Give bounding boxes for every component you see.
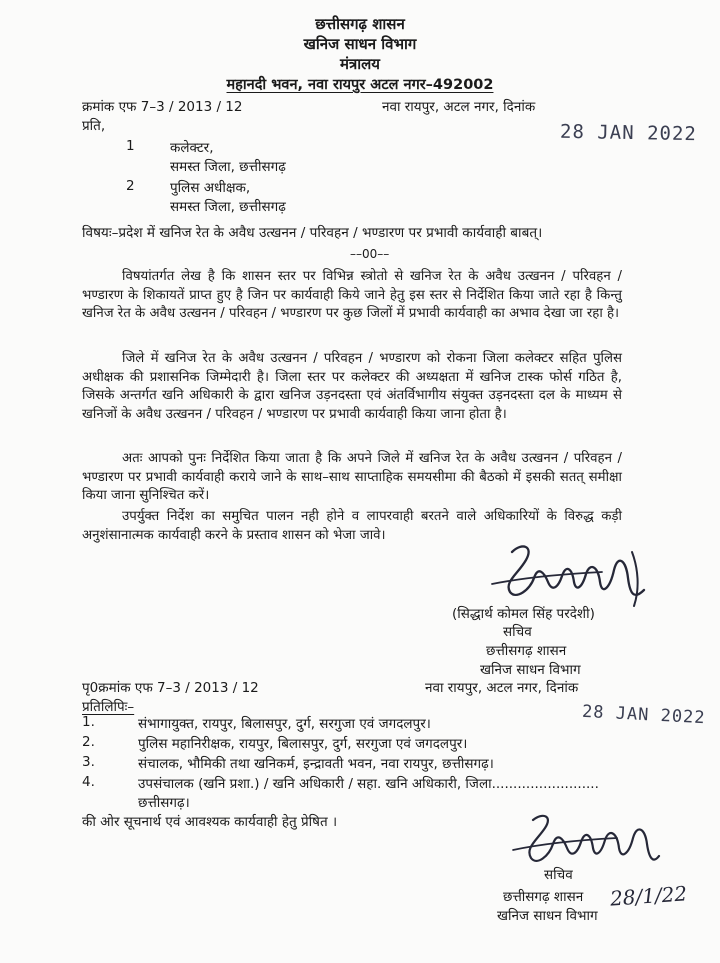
copy-item-1: संभागायुक्त, रायपुर, बिलासपुर, दुर्ग, सरगुजा एवं जगदलपुर। (138, 716, 431, 732)
paragraph-2: जिले में खनिज रेत के अवैध उत्खनन / परिवहन / भण्डारण को रोकना जिला कलेक्टर सहित पुलिस अधीक्षक की प्रशासनिक जिम्मेदारी है। जिला स्तर पर कलेक्टर की अध्यक्षता में खनिज टास्क फोर्स गठित है, जिसके अन्तर्गत खनि अधिकारी के द्वारा खनिज उड़नदस्ता एवं अंतर्विभागीय संयुक्त उड़नदस्ता दल के माध्यम से खनिजों के अवैध उत्खनन / परिवहन / भण्डारण पर प्रभावी कार्यवाही किया जाना होता है। (82, 351, 622, 422)
reference-number: क्रमांक एफ 7–3 / 2013 / 12 (82, 99, 243, 115)
recipient-2-location: समस्त जिला, छत्तीसगढ़ (170, 199, 286, 215)
recipient-number-1: 1 (126, 138, 135, 154)
header-ministry: मंत्रालय (339, 55, 380, 73)
header-department: खनिज साधन विभाग (303, 35, 417, 53)
signature-secretary (482, 538, 657, 610)
signatory-name: (सिद्धार्थ कोमल सिंह परदेशी) (452, 606, 595, 622)
recipient-1-title: कलेक्टर, (170, 140, 214, 156)
endorsement-closing: की ओर सूचनार्थ एवं आवश्यक कार्यवाही हेतु प्रेषित । (82, 814, 338, 830)
signature-endorsement (505, 808, 665, 874)
recipient-1-location: समस्त जिला, छत्तीसगढ़ (170, 159, 286, 175)
copy-item-2: पुलिस महानिरीक्षक, रायपुर, बिलासपुर, दुर्ग, सरगुजा एवं जगदलपुर। (138, 736, 468, 752)
place-date-label: नवा रायपुर, अटल नगर, दिनांक (382, 99, 536, 115)
copy-item-3-number: 3. (82, 754, 95, 770)
recipient-number-2: 2 (126, 178, 135, 194)
recipient-2-title: पुलिस अधीक्षक, (170, 180, 251, 196)
handwritten-date: 28/1/22 (609, 881, 688, 911)
endorsement-designation: सचिव (544, 867, 573, 883)
separator: ––00–– (350, 247, 390, 261)
copy-to-label: प्रतिलिपिः– (82, 699, 135, 715)
paragraph-1: विषयांतर्गत लेख है कि शासन स्तर पर विभिन्न स्त्रोतो से खनिज रेत के अवैध उत्खनन / परिवहन / भण्डारण के शिकायतें प्राप्त हुए है जिन पर कार्यवाही किये जाने हेतु इस स्तर से निर्देशित किया जाते रहा है किन्तु खनिज रेत के अवैध उत्खनन / परिवहन / भण्डारण पर कुछ जिलों में प्रभावी कार्यवाही का अभाव देखा जा रहा है। (82, 269, 622, 322)
endorsement-dept-1: छत्तीसगढ़ शासन (503, 889, 584, 905)
signatory-dept-2: खनिज साधन विभाग (480, 662, 581, 678)
copy-item-1-number: 1. (82, 714, 95, 730)
copy-item-4-number: 4. (82, 774, 95, 790)
copy-item-4: उपसंचालक (खनि प्रशा.) / खनि अधिकारी / सहा. खनि अधिकारी, जिला......................... (138, 776, 599, 792)
subject-line: विषयः–प्रदेश में खनिज रेत के अवैध उत्खनन / परिवहन / भण्डारण पर प्रभावी कार्यवाही बाबत्। (82, 225, 543, 241)
signatory-dept-1: छत्तीसगढ़ शासन (486, 643, 567, 659)
header-address: महानदी भवन, नवा रायपुर अटल नगर–492002 (226, 77, 494, 93)
endorsement-place-date: नवा रायपुर, अटल नगर, दिनांक (425, 680, 579, 696)
header-govt: छत्तीसगढ़ शासन (315, 15, 405, 33)
to-label: प्रति, (82, 118, 106, 134)
copy-item-4-state: छत्तीसगढ़। (138, 795, 190, 811)
copy-item-3: संचालक, भौमिकी तथा खनिकर्म, इन्द्रावती भवन, नवा रायपुर, छत्तीसगढ़। (138, 756, 494, 772)
signatory-designation: सचिव (503, 624, 532, 640)
endorsement-number: पृ0क्रमांक एफ 7–3 / 2013 / 12 (82, 680, 259, 696)
endorsement-dept-2: खनिज साधन विभाग (497, 908, 598, 924)
paragraph-4: उपर्युक्त निर्देश का समुचित पालन नही होने व लापरवाही बरतने वाले अधिकारियों के विरुद्ध कड़ी अनुशंसानात्मक कार्यवाही करने के प्रस्ताव शासन को भेजा जावे। (82, 509, 622, 543)
endorsement-date-stamp: 28 JAN 2022 (581, 701, 707, 729)
date-stamp: 28 JAN 2022 (559, 120, 698, 146)
copy-item-2-number: 2. (82, 734, 95, 750)
paragraph-3: अतः आपको पुनः निर्देशित किया जाता है कि अपने जिले में खनिज रेत के अवैध उत्खनन / परिवहन / भण्डारण पर प्रभावी कार्यवाही कराये जाने के साथ–साथ साप्ताहिक समयसीमा की बैठको में इसकी सतत् समीक्षा किया जाना सुनिश्चित करें। (82, 451, 622, 504)
